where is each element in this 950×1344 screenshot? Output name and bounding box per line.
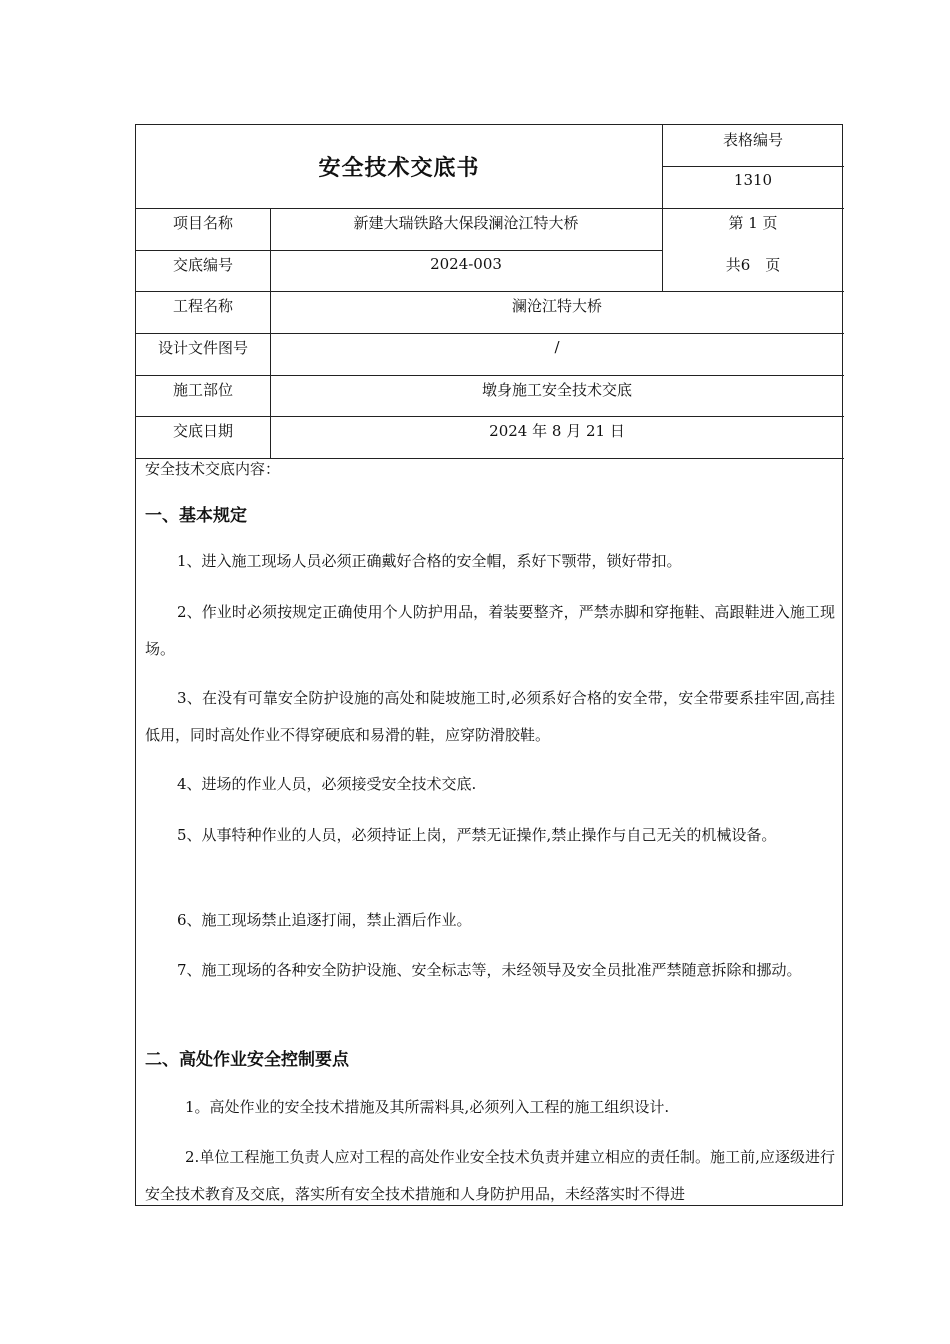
list-item: 1。高处作业的安全技术措施及其所需料具,必须列入工程的施工组织设计. <box>185 1098 670 1116</box>
list-item: 2、作业时必须按规定正确使用个人防护用品，着装要整齐，严禁赤脚和穿拖鞋、高跟鞋进入施工现场。 <box>145 603 835 658</box>
list-item: 6、施工现场禁止追逐打闹，禁止酒后作业。 <box>177 911 472 929</box>
list-item: 4、进场的作业人员，必须接受安全技术交底. <box>177 775 477 793</box>
date: 2024 年 8 月 21 日 <box>489 421 625 440</box>
design-doc: / <box>554 338 560 356</box>
list-item: 2.单位工程施工负责人应对工程的高处作业安全技术负责并建立相应的责任制。施工前,应逐级进行安全技术教育及交底，落实所有安全技术措施和人身防护用品，未经落实时不得进 <box>145 1148 835 1203</box>
form-title: 安全技术交底书 <box>318 155 480 181</box>
section-heading: 一、基本规定 <box>145 506 247 526</box>
construction-part: 墩身施工安全技术交底 <box>481 380 632 399</box>
disclosure-number-label: 交底编号 <box>172 255 233 274</box>
disclosure-number: 2024-003 <box>430 255 502 273</box>
form-number-label: 表格编号 <box>722 130 783 149</box>
section-heading: 二、高处作业安全控制要点 <box>145 1050 349 1070</box>
list-item: 7、施工现场的各种安全防护设施、安全标志等，未经领导及安全员批准严禁随意拆除和挪动。 <box>177 961 802 979</box>
list-item: 5、从事特种作业的人员，必须持证上岗，严禁无证操作,禁止操作与自己无关的机械设备。 <box>177 826 777 844</box>
design-doc-label: 设计文件图号 <box>157 338 248 357</box>
page-total: 共6 页 <box>725 255 781 274</box>
list-item: 3、在没有可靠安全防护设施的高处和陡坡施工时,必须系好合格的安全带，安全带要系挂牢固,高挂低用，同时高处作业不得穿硬底和易滑的鞋，应穿防滑胶鞋。 <box>145 689 835 744</box>
project-name-label: 项目名称 <box>172 213 233 232</box>
project-name: 新建大瑞铁路大保段澜沧江特大桥 <box>353 213 579 232</box>
form-number: 1310 <box>733 171 773 189</box>
engineering-name-label: 工程名称 <box>172 296 233 315</box>
date-label: 交底日期 <box>172 421 233 440</box>
page-current: 第 1 页 <box>728 213 778 232</box>
content-label: 安全技术交底内容： <box>145 460 281 478</box>
engineering-name: 澜沧江特大桥 <box>511 296 602 315</box>
construction-part-label: 施工部位 <box>172 380 233 399</box>
list-item: 1、进入施工现场人员必须正确戴好合格的安全帽，系好下颚带，锁好带扣。 <box>177 552 682 570</box>
